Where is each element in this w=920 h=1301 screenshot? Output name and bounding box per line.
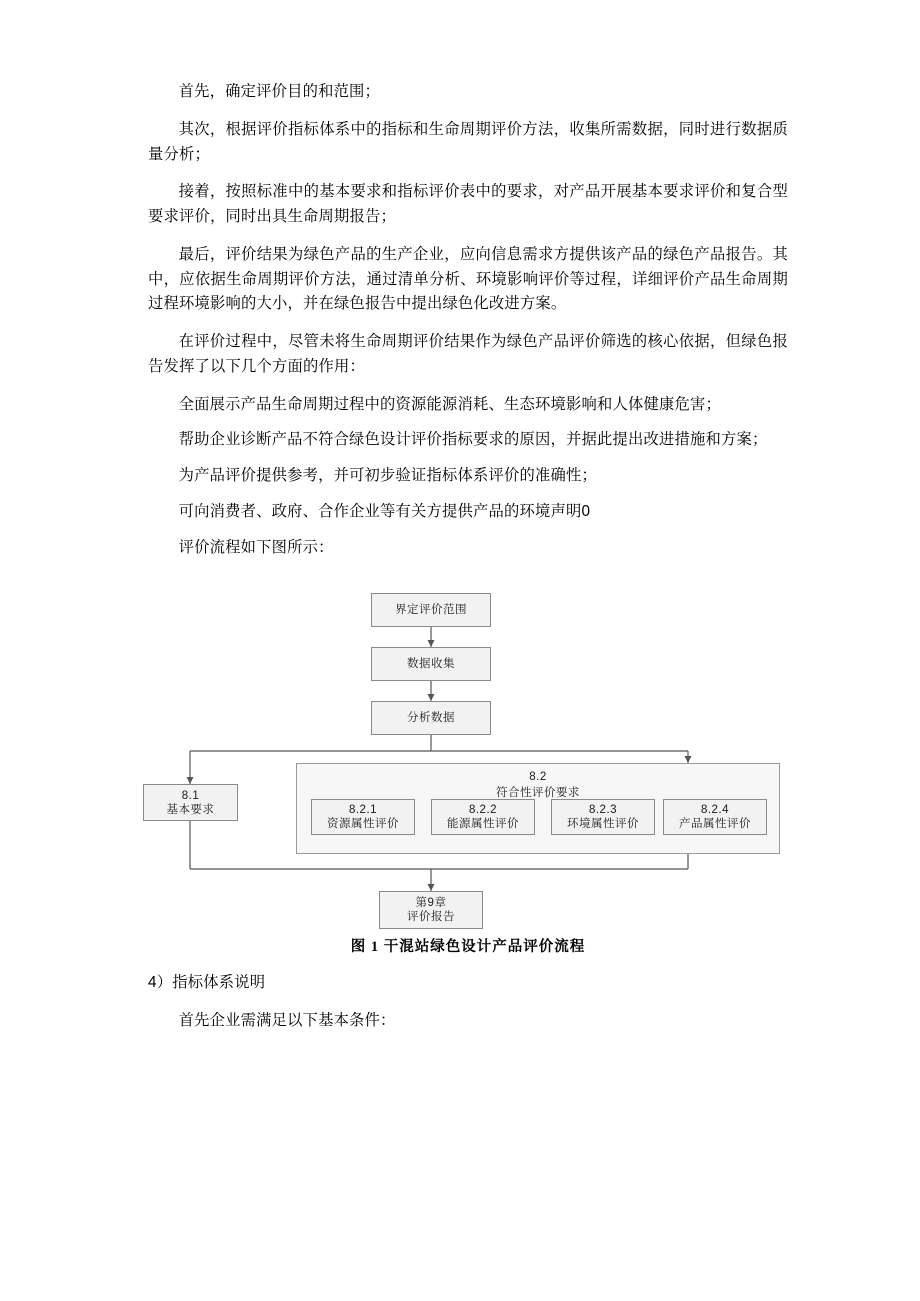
node-energy-attribute-label: 能源属性评价 xyxy=(447,818,519,831)
node-analyze-data-label: 分析数据 xyxy=(407,712,455,725)
node-resource-attribute-label: 资源属性评价 xyxy=(327,818,399,831)
paragraph-2: 其次，根据评价指标体系中的指标和生命周期评价方法，收集所需数据，同时进行数据质量分析； xyxy=(148,120,788,163)
paragraph-7: 帮助企业诊断产品不符合绿色设计评价指标要求的原因，并据此提出改进措施和方案； xyxy=(178,431,768,449)
section-heading-4: 4）指标体系说明 xyxy=(148,974,266,992)
paragraph-9: 可向消费者、政府、合作企业等有关方提供产品的环境声明0 xyxy=(178,502,591,520)
node-basic-requirement-number: 8.1 xyxy=(181,789,200,802)
node-define-scope-label: 界定评价范围 xyxy=(395,604,467,617)
group-number: 8.2 xyxy=(529,771,547,784)
figure-caption: 图 1 干混站绿色设计产品评价流程 xyxy=(350,939,586,956)
node-environment-attribute-label: 环境属性评价 xyxy=(567,818,639,831)
node-energy-attribute-number: 8.2.2 xyxy=(468,804,498,817)
node-data-collection xyxy=(371,647,491,681)
node-resource-attribute-number: 8.2.1 xyxy=(348,804,378,817)
node-energy-attribute xyxy=(431,799,535,835)
paragraph-8: 为产品评价提供参考，并可初步验证指标体系评价的准确性； xyxy=(178,467,598,485)
paragraph-10: 评价流程如下图所示： xyxy=(178,538,334,556)
node-evaluation-report-label: 评价报告 xyxy=(407,911,455,924)
paragraph-4: 最后，评价结果为绿色产品的生产企业，应向信息需求方提供该产品的绿色产品报告。其中，应依据生命周期评价方法，通过清单分析、环境影响评价等过程，详细评价产品生命周期过程环境影响的大小，并在绿色报告中提出绿色化改进方案。 xyxy=(148,245,788,313)
paragraph-5: 在评价过程中，尽管未将生命周期评价结果作为绿色产品评价筛选的核心依据，但绿色报告发挥了以下几个方面的作用： xyxy=(148,333,788,375)
node-basic-requirement xyxy=(143,784,238,821)
paragraph-3: 接着，按照标准中的基本要求和指标评价表中的要求，对产品开展基本要求评价和复合型要求评价，同时出具生命周期报告； xyxy=(148,183,788,226)
node-resource-attribute xyxy=(311,799,415,835)
flowchart xyxy=(148,571,788,933)
group-label: 符合性评价要求 xyxy=(496,787,580,800)
node-data-collection-label: 数据收集 xyxy=(407,658,455,671)
node-analyze-data xyxy=(371,701,491,735)
document-body xyxy=(148,80,788,1047)
node-product-attribute-label: 产品属性评价 xyxy=(679,818,751,831)
paragraph-1: 首先，确定评价目的和范围； xyxy=(178,83,381,100)
node-basic-requirement-label: 基本要求 xyxy=(166,803,215,816)
node-product-attribute-number: 8.2.4 xyxy=(700,804,730,817)
node-environment-attribute xyxy=(551,799,655,835)
node-environment-attribute-number: 8.2.3 xyxy=(588,804,618,817)
evaluation-flowchart-figure xyxy=(148,571,788,971)
node-define-scope xyxy=(371,593,491,627)
paragraph-6: 全面展示产品生命周期过程中的资源能源消耗、生态环境影响和人体健康危害； xyxy=(178,395,721,413)
node-product-attribute xyxy=(663,799,767,835)
node-evaluation-report xyxy=(379,891,483,929)
node-evaluation-report-number: 第9章 xyxy=(415,897,447,910)
paragraph-after-figure: 首先企业需满足以下基本条件： xyxy=(178,1012,396,1030)
